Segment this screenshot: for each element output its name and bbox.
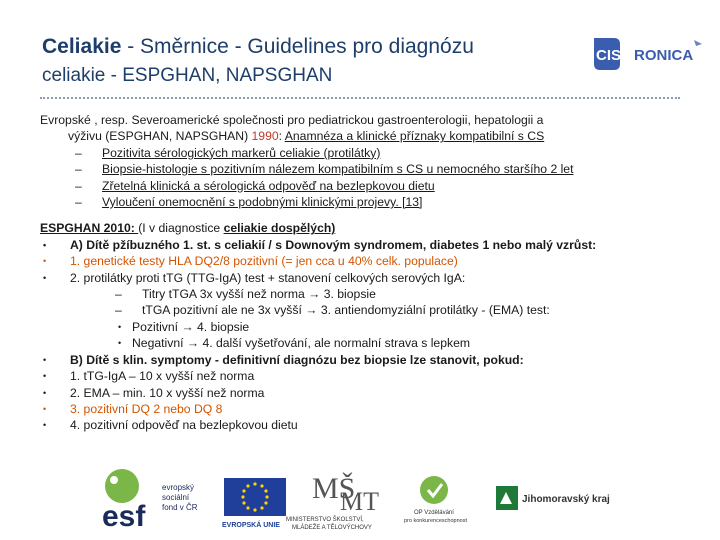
- list-item: • B) Dítě s klin. symptomy - definitivní diagnózu bez biopsie lze stanovit, pokud:: [43, 352, 524, 367]
- svg-text:CIST: CIST: [596, 47, 631, 64]
- msmt-logo: [282, 468, 402, 532]
- intro-colon: :: [278, 129, 285, 144]
- svg-text:Jihomoravský kraj: Jihomoravský kraj: [522, 494, 610, 505]
- intro-year: 1990: [251, 129, 279, 144]
- svg-text:MLÁDEŽE A TĚLOVÝCHOVY: MLÁDEŽE A TĚLOVÝCHOVY: [292, 525, 372, 531]
- title-line-1: [42, 32, 582, 62]
- esf-logo: [100, 466, 210, 532]
- svg-text:pro konkurenceschopnost: pro konkurenceschopnost: [404, 518, 467, 524]
- svg-text:MINISTERSTVO ŠKOLSTVÍ,: MINISTERSTVO ŠKOLSTVÍ,: [286, 517, 364, 523]
- svg-text:evropský: evropský: [162, 483, 195, 492]
- list-item: – Biopsie-histologie s pozitivním nálezem kompatibilním s CS u nemocného staršího 2 let: [75, 162, 574, 177]
- cistronica-logo: [592, 26, 708, 72]
- svg-text:MŠ: MŠ: [312, 472, 356, 505]
- list-item: • 4. pozitivní odpověď na bezlepkovou dietu: [43, 418, 298, 433]
- svg-text:OP Vzdělávání: OP Vzdělávání: [414, 510, 454, 516]
- list-item: • Pozitivní → 4. biopsie: [118, 319, 250, 334]
- svg-text:esf: esf: [102, 500, 146, 533]
- footer-logos: [100, 466, 720, 536]
- svg-text:fond v ČR: fond v ČR: [162, 503, 198, 512]
- list-item: • A) Dítě pžíbuzného 1. st. s celiakií / s Downovým syndromem, diabetes 1 nebo malý vzrůst:: [43, 237, 597, 252]
- title-line-2: celiakie - ESPGHAN, NAPSGHAN: [42, 65, 333, 86]
- list-item: – Zřetelná klinická a sérologická odpověď na bezlepkovou dietu: [75, 178, 435, 193]
- list-item: • 2. protilátky proti tTG (TTG-IgA) test + stanovení celkových serových IgA:: [43, 270, 466, 285]
- list-item: – Titry tTGA 3x vyšší než norma → 3. biopsie: [115, 287, 376, 302]
- list-item: – tTGA pozitivní ale ne 3x vyšší → 3. antiendomyziální protilátky - (EMA) test:: [115, 303, 550, 318]
- list-item: • 1. genetické testy HLA DQ2/8 pozitivní (= jen cca u 40% celk. populace): [43, 254, 458, 269]
- title-rest: - Směrnice - Guidelines pro diagnózu: [121, 35, 474, 58]
- svg-text:EVROPSKÁ UNIE: EVROPSKÁ UNIE: [222, 522, 280, 529]
- title-bold: Celiakie: [42, 35, 122, 58]
- section2-heading: ESPGHAN 2010: (I v diagnostice celiakie dospělých): [40, 221, 336, 236]
- list-item: • 1. tTG-IgA – 10 x vyšší než norma: [43, 369, 255, 384]
- intro-text-a: Evropské , resp. Severoamerické společnosti pro pediatrickou gastroenterologii, hepatologii a: [40, 113, 544, 127]
- intro-text-b: výživu (ESPGHAN, NAPSGHAN): [68, 129, 252, 144]
- list-item: – Vyloučení onemocnění s podobnými klinickými projevy. [13]: [75, 195, 423, 210]
- logo-text: CISTRONICA: [592, 26, 599, 27]
- svg-text:sociální: sociální: [162, 493, 190, 502]
- list-item: • 3. pozitivní DQ 2 nebo DQ 8: [43, 401, 223, 416]
- title-divider: [40, 97, 680, 99]
- jihomoravsky-kraj-logo: [492, 476, 622, 526]
- svg-text:RONICA: RONICA: [634, 47, 694, 64]
- slide-title: [42, 32, 582, 90]
- section1-intro-2: [40, 128, 688, 144]
- list-item: • Negativní → 4. další vyšetřování, ale normalní strava s lepkem: [118, 336, 471, 351]
- intro-text-c: Anamnéza a klinické příznaky kompatibilní s CS: [284, 129, 545, 144]
- svg-text:MT: MT: [340, 487, 379, 516]
- list-item: – Pozitivita sérologických markerů celiakie (protilátky): [75, 145, 381, 160]
- op-vk-logo: [400, 472, 490, 532]
- section1-intro: [40, 112, 688, 128]
- list-item: • 2. EMA – min. 10 x vyšší než norma: [43, 385, 265, 400]
- slide-content: [40, 112, 688, 434]
